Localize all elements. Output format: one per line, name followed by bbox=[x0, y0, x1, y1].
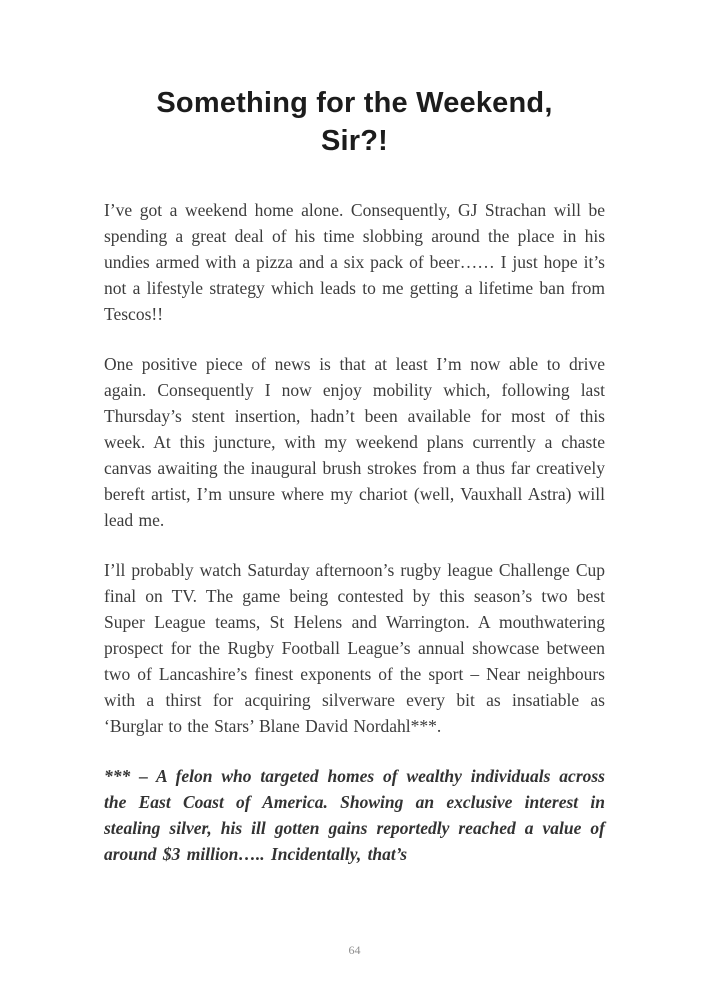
page-title-line-1: Something for the Weekend, bbox=[156, 87, 553, 119]
paragraph: I’ll probably watch Saturday afternoon’s rugby league Challenge Cup final on TV. The game being contested by this season’s two best Super League teams, St Helens and Warrington. A mouthwatering prospect for the Rugby Football League’s annual showcase between two of Lancashire’s finest exponents of the sport – Near neighbours with a thirst for acquiring silverware every bit as insatiable as ‘Burglar to the Stars’ Blane David Nordahl***. bbox=[104, 559, 605, 736]
page-title-line-2: Sir?! bbox=[320, 125, 389, 158]
article-body bbox=[104, 197, 605, 867]
footnote-paragraph: *** – A felon who targeted homes of wealthy individuals across the East Coast of America. Showing an exclusive interest in stealing silver, his ill gotten gains reportedly reached a value of around $3 million….. Incidentally, that’s bbox=[104, 765, 605, 864]
paragraph: I’ve got a weekend home alone. Consequently, GJ Strachan will be spending a great deal of his time slobbing around the place in his undies armed with a pizza and a six pack of beer…… I just hope it’s not a lifestyle strategy which leads to me getting a lifetime ban from Tescos!! bbox=[104, 199, 605, 324]
page-number: 64 bbox=[348, 943, 361, 957]
paragraph: One positive piece of news is that at least I’m now able to drive again. Consequently I now enjoy mobility which, following last Thursday’s stent insertion, hadn’t been available for most of this week. At this juncture, with my weekend plans currently a chaste canvas awaiting the inaugural brush strokes from a thus far creatively bereft artist, I’m unsure where my chariot (well, Vauxhall Astra) will lead me. bbox=[104, 353, 605, 530]
page-title bbox=[104, 84, 605, 161]
page-content bbox=[0, 84, 709, 867]
